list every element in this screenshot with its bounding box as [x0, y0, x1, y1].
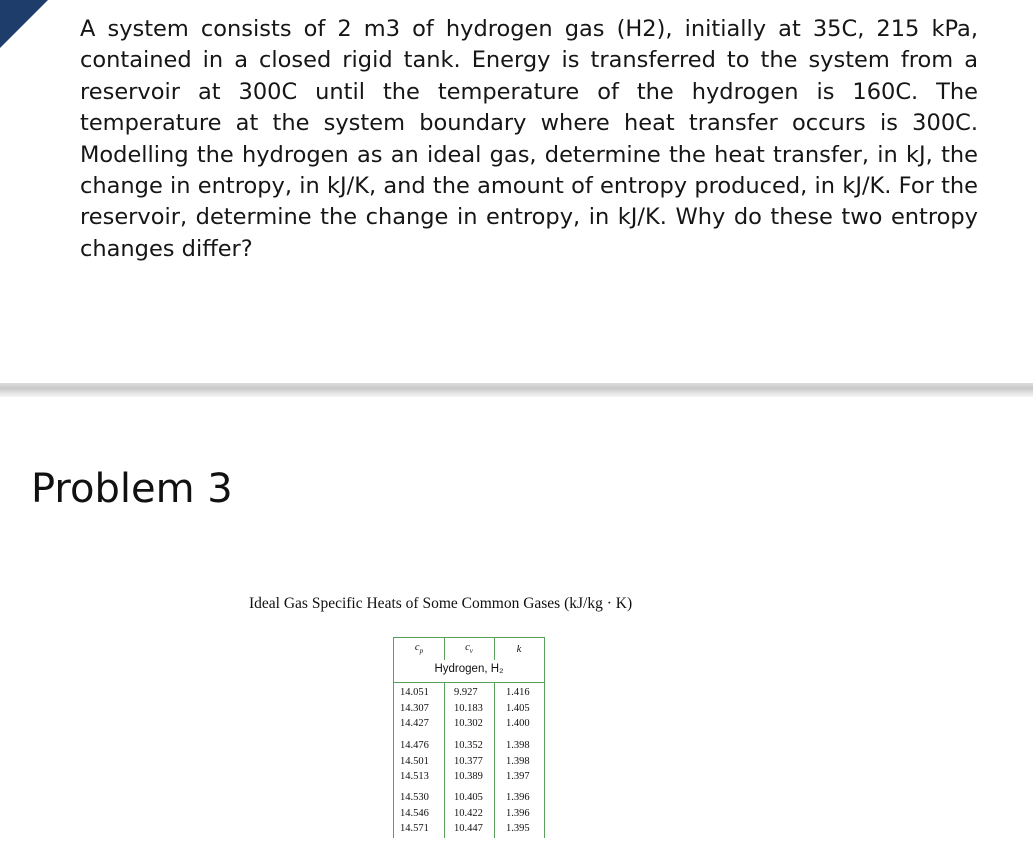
header-divider — [444, 638, 445, 660]
table-row — [394, 769, 544, 785]
cp-value: 14.571 — [400, 823, 429, 834]
corner-marker — [0, 0, 48, 48]
table-header-row — [394, 638, 544, 660]
k-value: 1.416 — [506, 687, 530, 698]
cv-value: 10.183 — [454, 702, 483, 714]
cv-value: 10.389 — [454, 771, 483, 782]
specific-heats-table — [393, 637, 545, 838]
k-value: 1.405 — [506, 702, 530, 714]
header-cv: $c_v$ — [465, 642, 473, 656]
cp-value: 14.501 — [400, 755, 429, 767]
k-value: 1.396 — [506, 807, 530, 819]
table-row — [394, 716, 544, 732]
k-value: 1.397 — [506, 771, 530, 782]
table-row — [394, 754, 544, 770]
k-value: 1.398 — [506, 740, 530, 751]
cv-value: 10.352 — [454, 740, 483, 751]
table-row — [394, 701, 544, 717]
cv-value: 10.447 — [454, 823, 483, 834]
cv-value: 10.422 — [454, 807, 483, 819]
row-group-2 — [394, 738, 544, 785]
table-row — [394, 806, 544, 822]
cp-value: 14.530 — [400, 792, 429, 803]
table-row — [394, 821, 544, 837]
cv-value: 10.377 — [454, 755, 483, 767]
k-value: 1.396 — [506, 792, 530, 803]
section-title: Problem 3 — [31, 466, 233, 512]
table-row — [394, 738, 544, 754]
problem-statement: A system consists of 2 m3 of hydrogen gas (H2), initially at 35C, 215 kPa, contained in a closed rigid tank. Energy is transferred to the system from a reservoir at 300C until the temperature of the hydrogen is 160C. The temperature at the system boundary where heat transfer occurs is 300C. Modelling the hydrogen as an ideal gas, determine the heat transfer, in kJ, the change in entropy, in kJ/K, and the amount of entropy produced, in kJ/K. For the reservoir, determine the change in entropy, in kJ/K. Why do these two entropy changes differ? — [80, 16, 978, 262]
cp-value: 14.546 — [400, 807, 429, 819]
section-divider — [0, 383, 1033, 397]
row-group-3 — [394, 790, 544, 837]
cv-value: 10.302 — [454, 718, 483, 729]
table-row — [394, 790, 544, 806]
cv-value: 10.405 — [454, 792, 483, 803]
header-divider — [494, 638, 495, 660]
cp-value: 14.307 — [400, 702, 429, 714]
table-caption: Ideal Gas Specific Heats of Some Common Gases (kJ/kg · K) — [249, 595, 633, 612]
cp-value: 14.476 — [400, 740, 429, 751]
table-row — [394, 685, 544, 701]
header-k: k — [516, 643, 522, 655]
header-cp: $c_p$ — [414, 642, 424, 656]
gas-name: Hydrogen, H₂ — [434, 663, 504, 675]
k-value: 1.398 — [506, 755, 530, 767]
k-value: 1.400 — [506, 718, 530, 729]
cp-value: 14.051 — [400, 687, 429, 698]
cp-value: 14.427 — [400, 718, 429, 729]
header-rule — [394, 682, 544, 683]
row-group-1 — [394, 685, 544, 732]
cp-value: 14.513 — [400, 771, 429, 782]
k-value: 1.395 — [506, 823, 530, 834]
cv-value: 9.927 — [454, 687, 478, 698]
